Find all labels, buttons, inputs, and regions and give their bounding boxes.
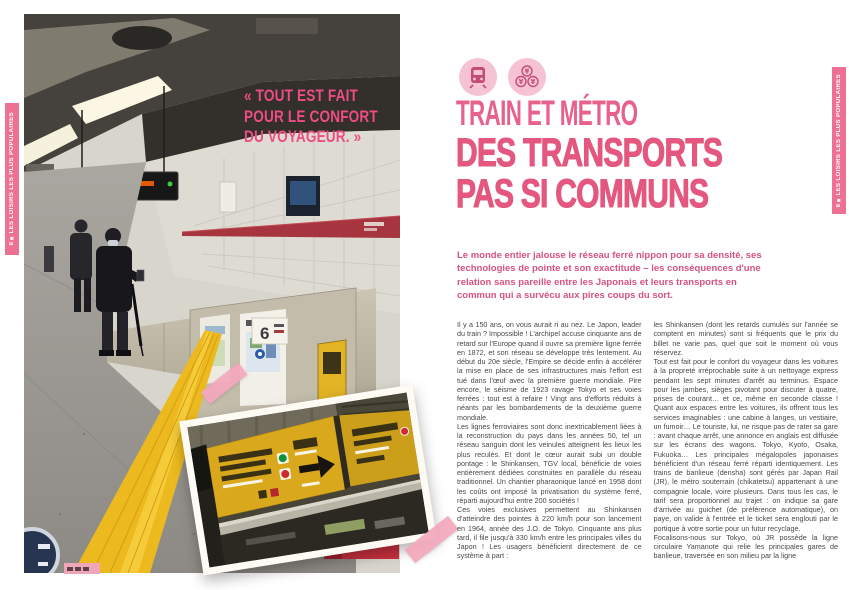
photo-credit-badge — [64, 563, 100, 574]
chapter-label: LES LOISIRS LES PLUS POPULAIRES — [9, 112, 15, 234]
article-title — [456, 95, 811, 215]
body-paragraph: Il y a 150 ans, on vous aurait ri au nez. Le Japon, leader du train ? Impossible ! L'archipel accuse cinquante ans de retard sur l'Europe quand il ouvre sa première ligne ferrée en 1872, et son réseau se développe très lentement. Au début du 20e siècle, l'Empire se décide enfin à accélérer la mise en place de ses infrastructures mais l'effort est tué dans l'œuf avec la première guerre mondiale. Pire encore, le séisme de 1923 ravage Tokyo et ses voies ferrées : tout est à refaire ! Vingt ans d'efforts réduits à néants par les bombardements de la deuxième guerre mondiale. — [457, 320, 642, 422]
distant-person — [44, 246, 54, 272]
yen-coins-icon — [508, 58, 546, 96]
article-standfirst: Le monde entier jalouse le réseau ferré nippon pour sa densité, ses technologies de pointe et son exactitude – les conséquences d'une relation sans pareille entre les Japonais et leurs transports en commun qui a survécu aux pires coups du sort. — [457, 250, 762, 302]
body-paragraph: Tout est fait pour le confort du voyageur dans les voitures à la propreté irréprochable suite à un nettoyage express pendant les sept minutes d'arrêt au terminus. Espace pour les jambes, sièges pivotant pour discuter à quatre, prises de courant… et ce, même en seconde classe ! Quant aux espaces entre les voitures, ils offrent tous les services imaginables : une cabine à langes, un vestiaire, un fumoir… Le touriste, lui, ne risque pas de rater sa gare : avant chaque arrêt, une annonce en anglais est diffusée sur les écrans des wagons. Tokyo, Kyoto, Osaka, Fukuoka… Les principales mégalopoles japonaises bénéficient d'un réseau ferré réparti identiquement. Les trains de banlieue (densha) sont gérés par Japan Rail (JR), le métro souterrain (chikatetsu) appartenant à une compagnie locale, voire plusieurs. Dans tous les cas, le tarif sera proportionnel au trajet : on indique sa gare d'arrivée au guichet (de préférence automatique), on paye, on valide à l'entrée et le ticket sera englouti par le portique à votre sortie pour un futur recyclage. — [653, 357, 838, 533]
info-screen — [286, 176, 320, 216]
quote-line: DU VOYAGEUR. » — [244, 127, 362, 146]
body-paragraph: Focalisons-nous sur Tokyo, où JR possède la ligne circulaire Yamanote qui relie les principales gares de banlieue, traversée en son milieu par la ligne — [653, 532, 838, 561]
phone — [137, 270, 144, 281]
train-icon — [459, 58, 497, 96]
quote-line: « TOUT EST FAIT — [244, 86, 358, 105]
pull-quote — [244, 86, 378, 148]
svg-text:¥: ¥ — [518, 78, 524, 87]
title-line-3: PAS SI COMMUNS — [456, 172, 709, 216]
title-line-1: TRAIN ET MÉTRO — [456, 94, 638, 133]
chapter-number: 8 — [9, 241, 15, 246]
chapter-tab-text: 8 ■ LES LOISIRS LES PLUS POPULAIRES — [9, 112, 15, 246]
face-mask — [108, 240, 118, 246]
title-line-2: DES TRANSPORTS — [456, 131, 723, 175]
body-paragraph: Les lignes ferroviaires sont donc inextricablement liées à la reconstruction du pays dans les années 50, tel un réseau sanguin dont les veinules atteignent les lieux les plus reculés. Et dont le cœur aurait subi un double pontage : le Shinkansen, TGV local, bénéficie de voies entièrement dédiées construites en parallèle du réseau traditionnel. Un chantier pharaonique lancé en 1958 dont les coûts ont imposé la privatisation du système ferré, réparti aujourd'hui entre 200 sociétés ! — [457, 421, 642, 505]
chapter-tab-text: 8 ■ LES LOISIRS LES PLUS POPULAIRES — [836, 73, 842, 208]
svg-text:¥: ¥ — [524, 67, 530, 76]
body-paragraph: Ces voies exclusives permettent au Shinkansen d'atteindre des pointes à 220 km/h pour son lancement en 1964, année des J.O. de Tokyo. Cinquante ans plus tard, il file jusqu'à 330 km/h entre les principales villes du Japon ! Les usagers bénéficient directement de ce système à part : — [457, 505, 642, 561]
quote-line: POUR LE CONFORT — [244, 106, 378, 126]
chapter-label: LES LOISIRS LES PLUS POPULAIRES — [836, 73, 842, 196]
svg-text:¥: ¥ — [530, 78, 536, 87]
chapter-tab-left — [5, 103, 19, 255]
chapter-tab-right — [832, 67, 846, 214]
signage-scene — [187, 393, 428, 568]
article-body — [457, 320, 838, 576]
body-paragraph: les Shinkansen (dont les retards cumulés sur l'année se comptent en minutes) sont si fréquents que le prix du billet ne varie pas, quel que soit le moment où vous réservez. — [653, 320, 838, 357]
platform-number: 6 — [260, 324, 270, 343]
chapter-number: 8 — [836, 203, 842, 208]
